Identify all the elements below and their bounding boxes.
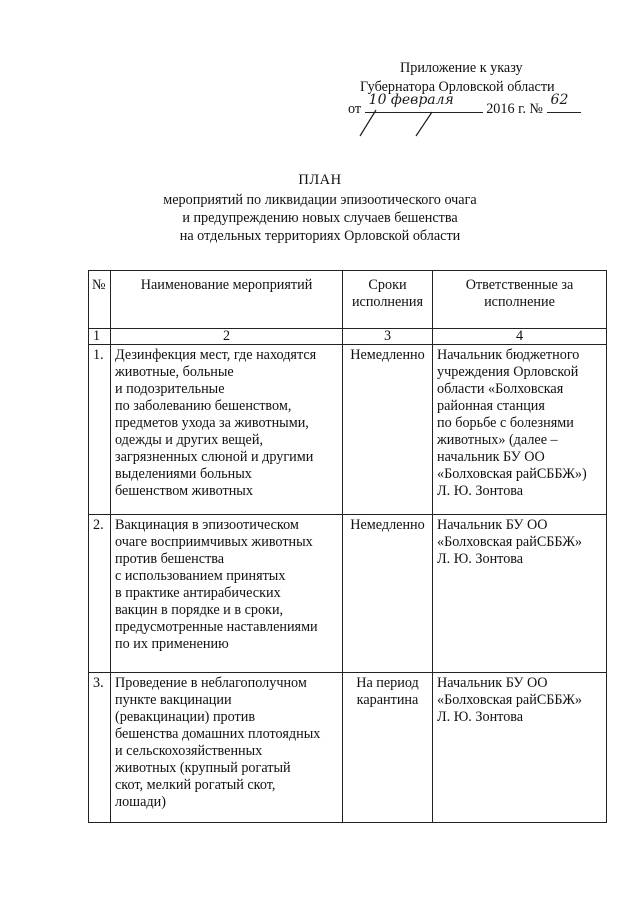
measure-deadline: Немедленно: [343, 345, 433, 515]
document-title: [0, 172, 640, 245]
header-responsible: Ответственные за исполнение: [433, 271, 607, 329]
measure-deadline: На период карантина: [343, 673, 433, 823]
header-deadline: Сроки исполнения: [343, 271, 433, 329]
signature-flourish: [352, 106, 462, 146]
measure-responsible: Начальник БУ ОО «Болховская райСББЖ» Л. Ю. Зонтова: [433, 515, 607, 673]
measure-responsible: Начальник бюджетного учреждения Орловской области «Болховская районная станция по борьбе с болезнями животных» (далее – начальник БУ ОО «Болховская райСББЖ») Л. Ю. Зонтова: [433, 345, 607, 515]
title-line-2: и предупреждению новых случаев бешенства: [182, 210, 458, 226]
measure-name: Проведение в неблагополучном пункте вакцинации (ревакцинации) против бешенства домашних плотоядных и сельскохозяйственных животных (крупный рогатый скот, мелкий рогатый скот, лошади): [111, 673, 343, 823]
col-number-4: 4: [433, 329, 607, 345]
date-mid: 2016 г. №: [486, 101, 543, 117]
table-row: [89, 673, 607, 823]
appendix-line-1: Приложение к указу: [400, 60, 523, 76]
column-number-row: [89, 329, 607, 345]
number-blank: [547, 92, 581, 113]
table-row: [89, 345, 607, 515]
measure-deadline: Немедленно: [343, 515, 433, 673]
measure-responsible: Начальник БУ ОО «Болховская райСББЖ» Л. Ю. Зонтова: [433, 673, 607, 823]
title-line-3: на отдельных территориях Орловской области: [179, 228, 461, 244]
measure-name: Вакцинация в эпизоотическом очаге восприимчивых животных против бешенства с использованием принятых в практике антирабических вакцин в порядке и в сроки, предусмотренные наставлениями по их применению: [111, 515, 343, 673]
date-handwritten: 10 февраля: [368, 92, 454, 108]
table-row: [89, 515, 607, 673]
row-number: 2.: [89, 515, 111, 673]
plan-table: [88, 270, 607, 823]
title-heading: ПЛАН: [298, 172, 342, 188]
date-prefix: от: [348, 101, 362, 117]
number-handwritten: 62: [550, 92, 569, 108]
title-line-1: мероприятий по ликвидации эпизоотического очага: [163, 192, 477, 208]
header-num: №: [89, 271, 111, 329]
col-number-3: 3: [343, 329, 433, 345]
appendix-line-2: Губернатора Орловской области: [360, 79, 555, 95]
header-name: Наименование мероприятий: [111, 271, 343, 329]
row-number: 3.: [89, 673, 111, 823]
measure-name: Дезинфекция мест, где находятся животные, больные и подозрительные по заболеванию бешенством, предметов ухода за животными, одежды и других вещей, загрязненных слюной и другими выделениями больных бешенством животных: [111, 345, 343, 515]
col-number-1: 1: [89, 329, 111, 345]
row-number: 1.: [89, 345, 111, 515]
table-header-row: [89, 271, 607, 329]
col-number-2: 2: [111, 329, 343, 345]
